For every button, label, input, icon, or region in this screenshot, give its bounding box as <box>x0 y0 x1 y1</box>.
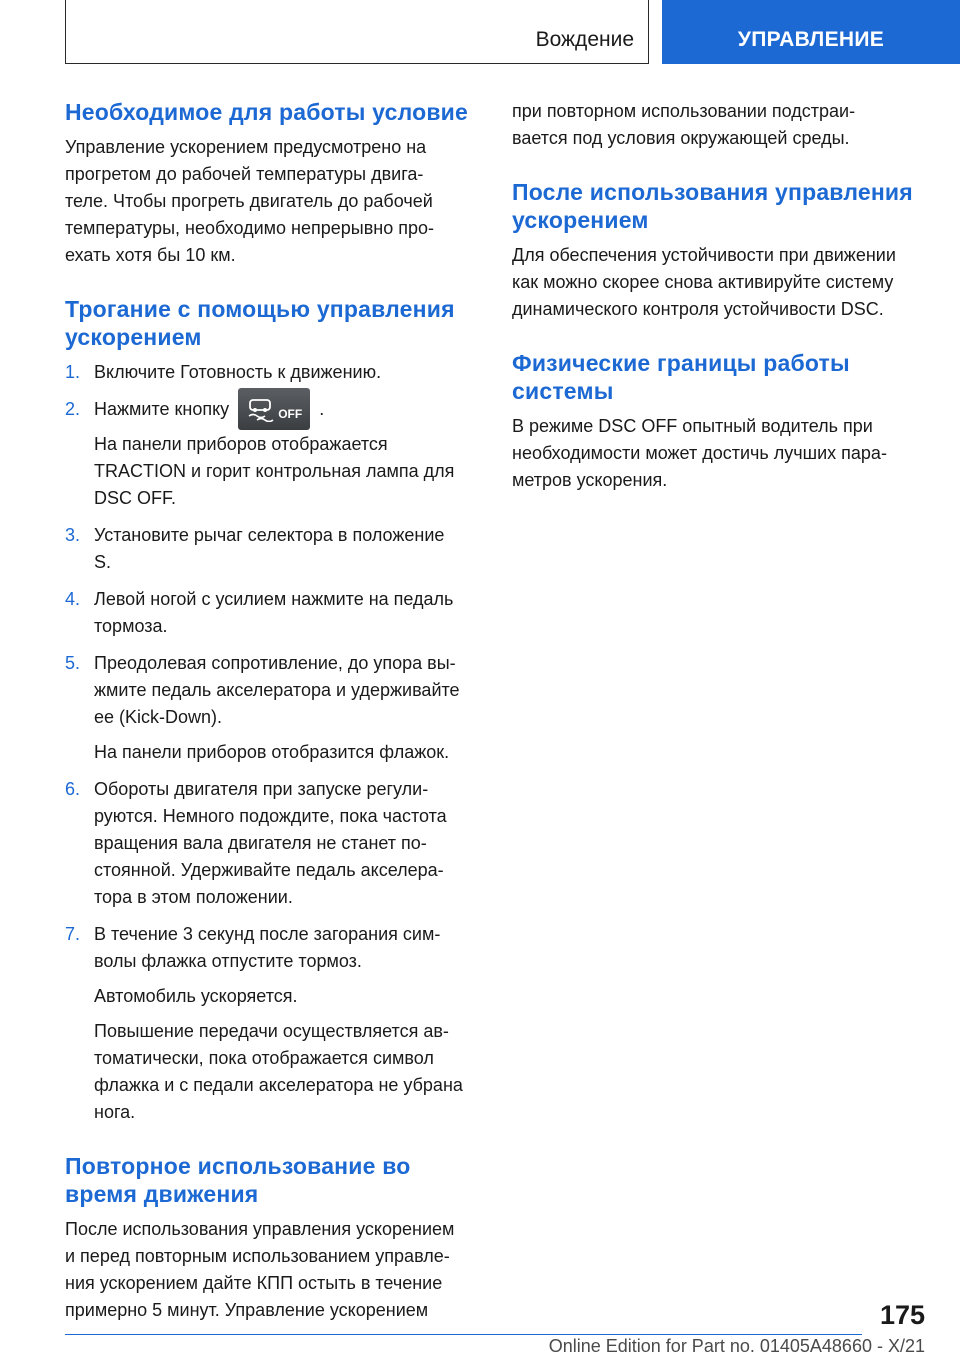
step-text: Установите рычаг селектора в положение S. <box>94 525 445 572</box>
list-item <box>65 586 485 640</box>
step-text-after: . <box>319 399 325 419</box>
section-heading: Физические границы работы системы <box>512 350 850 404</box>
step-number: 4. <box>65 589 81 609</box>
step-number: 7. <box>65 924 81 944</box>
section-repeat-use <box>65 1152 485 1324</box>
header-chapter-label: УПРАВЛЕНИЕ <box>737 28 885 51</box>
continuation-text: при повторном использовании подстраи- вается под условия окружающей среды. <box>512 101 856 148</box>
section-heading: Повторное использование во время движения <box>65 1153 411 1207</box>
step-text: В течение 3 секунд после загорания сим- волы флажка отпустите тормоз. <box>94 924 441 971</box>
step-text <box>94 396 485 423</box>
section-requirement <box>65 98 485 269</box>
steps-list <box>65 359 485 1126</box>
header-section-tab <box>65 0 649 64</box>
step-number: 3. <box>65 525 81 545</box>
step-extra: Повышение передачи осуществляется ав- томатически, пока отображается символ флажка и с педали акселератора не убрана нога. <box>94 1021 463 1122</box>
list-item <box>65 522 485 576</box>
section-start-launch-control <box>65 295 485 1126</box>
step-text: Левой ногой с усилием нажмите на педаль тормоза. <box>94 589 454 636</box>
section-body: Управление ускорением предусмотрено на прогретом до рабочей температуры двига- теле. Чтобы прогреть двигатель до рабочей температуры, необходимо непрерывно про- ехать хотя бы 10 км. <box>65 137 434 265</box>
header-section-label: Вождение <box>535 28 634 51</box>
list-item <box>65 359 485 386</box>
list-item <box>65 776 485 911</box>
step-number: 5. <box>65 653 81 673</box>
page-number: 175 <box>879 1300 925 1330</box>
header-chapter-tab <box>662 0 960 64</box>
section-body: В режиме DSC OFF опытный водитель при необходимости может достичь лучших пара- метров ускорения. <box>512 416 887 490</box>
step-extra: На панели приборов отображается TRACTION и горит контрольная лампа для DSC OFF. <box>94 434 455 508</box>
left-column <box>65 98 485 1350</box>
step-extra: Автомобиль ускоряется. <box>94 986 298 1006</box>
section-heading: После использования управления ускорением <box>512 179 913 233</box>
edition-note: Online Edition for Part no. 01405A48660 - X/21 <box>548 1336 925 1356</box>
footer-divider <box>65 1334 862 1335</box>
step-text: Включите Готовность к движению. <box>94 362 382 382</box>
list-item <box>65 921 485 1126</box>
section-heading: Необходимое для работы условие <box>65 99 469 125</box>
car-skid-icon <box>246 396 276 422</box>
section-system-limits <box>512 349 932 494</box>
step-number: 6. <box>65 779 81 799</box>
step-number: 1. <box>65 362 81 382</box>
step-text: Преодолевая сопротивление, до упора вы- жмите педаль акселератора и удерживайте ее (Kick-Down). <box>94 653 460 727</box>
section-continuation <box>512 98 932 152</box>
step-extra: На панели приборов отобразится флажок. <box>94 742 450 762</box>
list-item <box>65 650 485 766</box>
step-text-before: Нажмите кнопку <box>94 399 230 419</box>
right-column <box>512 98 932 520</box>
dsc-off-button-icon <box>238 388 310 430</box>
section-body: После использования управления ускорением и перед повторным использованием управле- ния ускорением дайте КПП остыть в течение примерно 5 минут. Управление ускорением <box>65 1219 455 1320</box>
list-item <box>65 396 485 512</box>
step-text: Обороты двигателя при запуске регули- руются. Немного подождите, пока частота вращения вала двигателя не станет по- стоянной. Удерживайте педаль акселера- тора в этом положении. <box>94 779 447 907</box>
section-body: Для обеспечения устойчивости при движении как можно скорее снова активируйте систему динамического контроля устойчивости DSC. <box>512 245 896 319</box>
section-heading: Трогание с помощью управления ускорением <box>65 296 455 350</box>
step-number: 2. <box>65 399 81 419</box>
dsc-off-label: OFF <box>278 407 303 422</box>
section-after-use <box>512 178 932 323</box>
